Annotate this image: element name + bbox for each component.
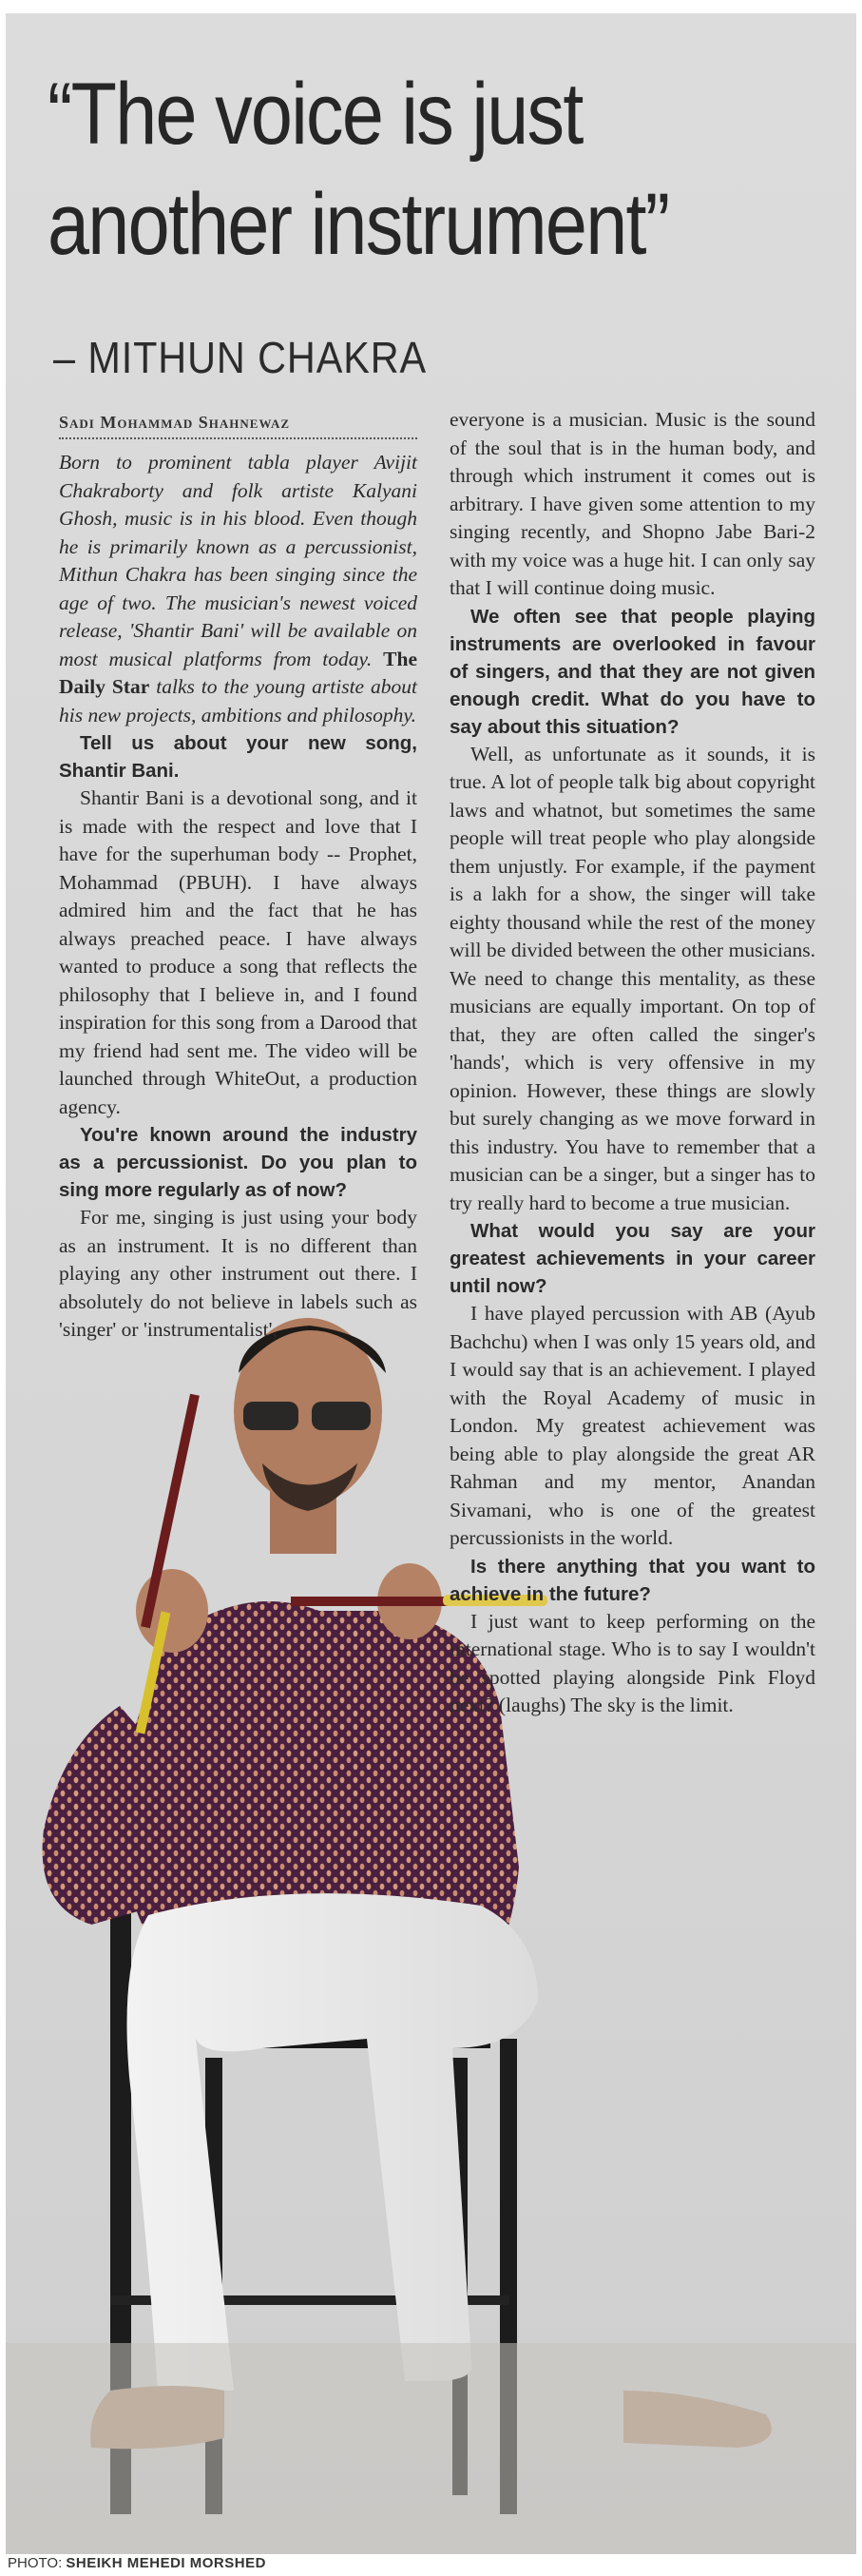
answer-4: I have played percussion with AB (Ayub Bachchu) when I was only 15 years old, and I would say that is an achievement. I played with the Royal Academy of music in London. My greatest achievement was being able to play alongside the great AR Rahman and my mentor, Anandan Sivamani, who is one of the greatest percussionists in the world.	[450, 1302, 815, 1549]
photo-credit-name: SHEIKH MEHEDI MORSHED	[66, 2555, 266, 2571]
headline	[48, 59, 734, 280]
question-2: You're known around the industry as a percussionist. Do you plan to sing more regularly as of now?	[59, 1124, 417, 1201]
answer-2-part-1: For me, singing is just using your body as an instrument. It is no different than playing any other instrument out there. I absolutely do not believe in labels such as 'singer' or 'instrumentalist',	[59, 1206, 417, 1341]
intro-text: Born to prominent tabla player Avijit Chakraborty and folk artiste Kalyani Ghosh, music is in his blood. Even though he is primarily known as a percussionist, Mithun Chakra has been singing since the age of two. The musician's newest voiced release, 'Shantir Bani' will be available on most musical platforms from today.	[59, 451, 417, 670]
byline-divider	[59, 437, 417, 439]
answer-2-part-2: everyone is a musician. Music is the sound of the soul that is in the human body, and through which instrument it comes out is arbitrary. I have given some attention to my singing recently, and Shopno Jabe Bari-2 with my voice was a huge hit. I can only say that I will continue doing music.	[450, 408, 815, 599]
answer-5: I just want to keep performing on the international stage. Who is to say I wouldn't be spotted playing alongside Pink Floyd next? (laughs) The sky is the limit.	[450, 1609, 815, 1716]
intro-paragraph	[59, 449, 417, 729]
photo-credit	[8, 2555, 266, 2571]
question-4: What would you say are your greatest achievements in your career until now?	[450, 1220, 815, 1297]
answer-1: Shantir Bani is a devotional song, and it is made with the respect and love that I have for the superhuman body -- Prophet, Mohammad (PBUH). I have always admired him and the fact that he has always preached peace. I have always wanted to produce a song that reflects the philosophy that I believe in, and I found inspiration for this song from a Darood that my friend had sent me. The video will be launched through WhiteOut, a production agency.	[59, 786, 417, 1118]
column-left	[59, 449, 417, 1345]
column-right	[450, 406, 815, 1720]
headline-line-1: “The voice is just	[48, 66, 583, 163]
question-1: Tell us about your new song, Shantir Bani.	[59, 732, 417, 782]
question-3: We often see that people playing instruments are overlooked in favour of singers, and that they are not given enough credit. What do you have to say about this situation?	[450, 605, 815, 738]
byline: Sadi Mohammad Shahnewaz	[59, 413, 291, 432]
article-page	[6, 13, 856, 2554]
headline-attribution: – MITHUN CHAKRA	[53, 333, 428, 382]
publication-name: The Daily Star	[59, 647, 417, 698]
photo-credit-label: PHOTO:	[8, 2555, 63, 2571]
answer-3: Well, as unfortunate as it sounds, it is true. A lot of people talk big about copyright laws and whatnot, but sometimes the same people will treat people who play alongside them unjustly. For example, if the payment is a lakh for a show, the singer will take eighty thousand while the rest of the money will be divided between the other musicians. We need to change this mentality, as these musicians are equally important. On top of that, they are often called the singer's 'hands', which is very offensive in my opinion. However, these things are slowly but surely changing as we move forward in this industry. You have to remember that a musician can be a singer, but a singer has to try really hard to become a true musician.	[450, 742, 815, 1214]
headline-line-2: another instrument”	[48, 176, 669, 273]
question-5: Is there anything that you want to achieve in the future?	[450, 1555, 815, 1605]
intro-text-end: talks to the young artiste about his new projects, ambitions and philosophy.	[59, 675, 418, 726]
